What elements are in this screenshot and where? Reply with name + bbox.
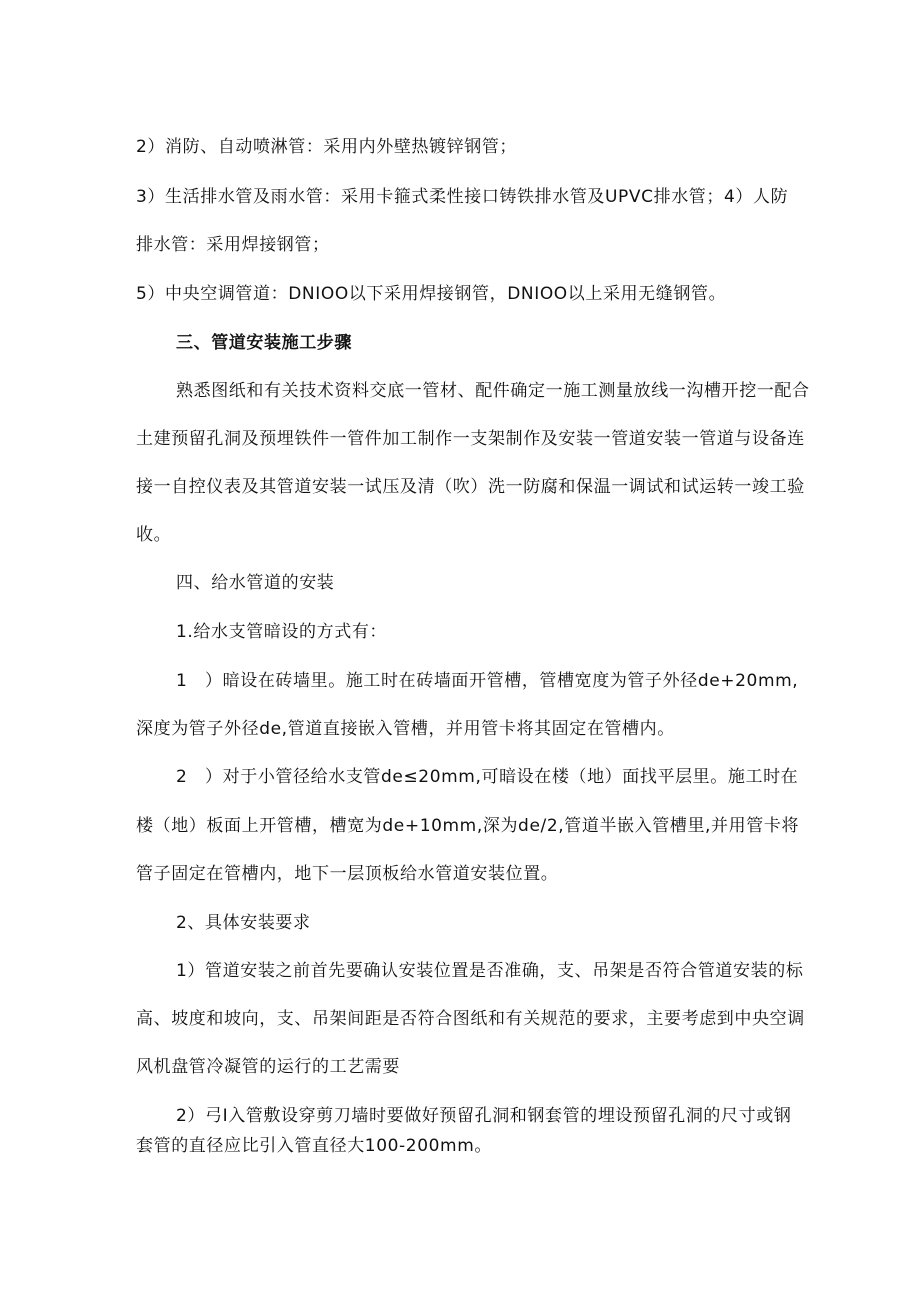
text-line-14: 2 ）对于小管径给水支管de≤20mm,可暗设在楼（地）面找平层里。施工时在 [176, 767, 799, 787]
text-line-16: 管子固定在管槽内，地下一层顶板给水管道安装位置。 [136, 864, 559, 884]
text-line-22: 套管的直径应比引入管直径大100-200mm。 [136, 1136, 492, 1156]
text-line-15: 楼（地）板面上开管槽，槽宽为de+10mm,深为de/2,管道半嵌入管槽里,并用管卡将 [136, 816, 800, 836]
text-line-20: 风机盘管冷凝管的运行的工艺需要 [136, 1057, 400, 1077]
text-line-3: 排水管：采用焊接钢管； [136, 235, 330, 255]
text-line-7: 土建预留孔洞及预埋铁件一管件加工制作一支架制作及安装一管道安装一管道与设备连 [136, 429, 805, 449]
section-heading-3: 三、管道安装施工步骤 [176, 333, 352, 353]
text-line-18: 1）管道安装之前首先要确认安装位置是否准确，支、吊架是否符合管道安装的标 [176, 961, 804, 981]
text-line-4: 5）中央空调管道：DNIOO以下采用焊接钢管，DNIOO以上采用无缝钢管。 [136, 284, 727, 304]
text-line-12: 1 ）暗设在砖墙里。施工时在砖墙面开管槽，管槽宽度为管子外径de+20mm, [176, 671, 799, 691]
text-line-13: 深度为管子外径de,管道直接嵌入管槽，并用管卡将其固定在管槽内。 [136, 719, 675, 739]
text-line-6: 熟悉图纸和有关技术资料交底一管材、配件确定一施工测量放线一沟槽开挖一配合 [176, 381, 810, 401]
section-heading-4: 四、给水管道的安装 [176, 573, 335, 593]
text-line-19: 高、坡度和坡向，支、吊架间距是否符合图纸和有关规范的要求，主要考虑到中央空调 [136, 1009, 805, 1029]
text-line-1: 2）消防、自动喷淋管：采用内外壁热镀锌钢管； [136, 137, 518, 157]
text-line-11: 1.给水支管暗设的方式有： [176, 622, 388, 642]
section-heading-2: 2、具体安装要求 [176, 913, 311, 933]
text-line-21: 2）弓I入管敷设穿剪刀墙时要做好预留孔洞和钢套管的埋设预留孔洞的尺寸或钢 [176, 1106, 792, 1126]
text-line-8: 接一自控仪表及其管道安装一试压及清（吹）洗一防腐和保温一调试和试运转一竣工验 [136, 477, 805, 497]
text-line-2: 3）生活排水管及雨水管：采用卡箍式柔性接口铸铁排水管及UPVC排水管；4）人防 [136, 187, 789, 207]
text-line-9: 收。 [136, 525, 172, 545]
